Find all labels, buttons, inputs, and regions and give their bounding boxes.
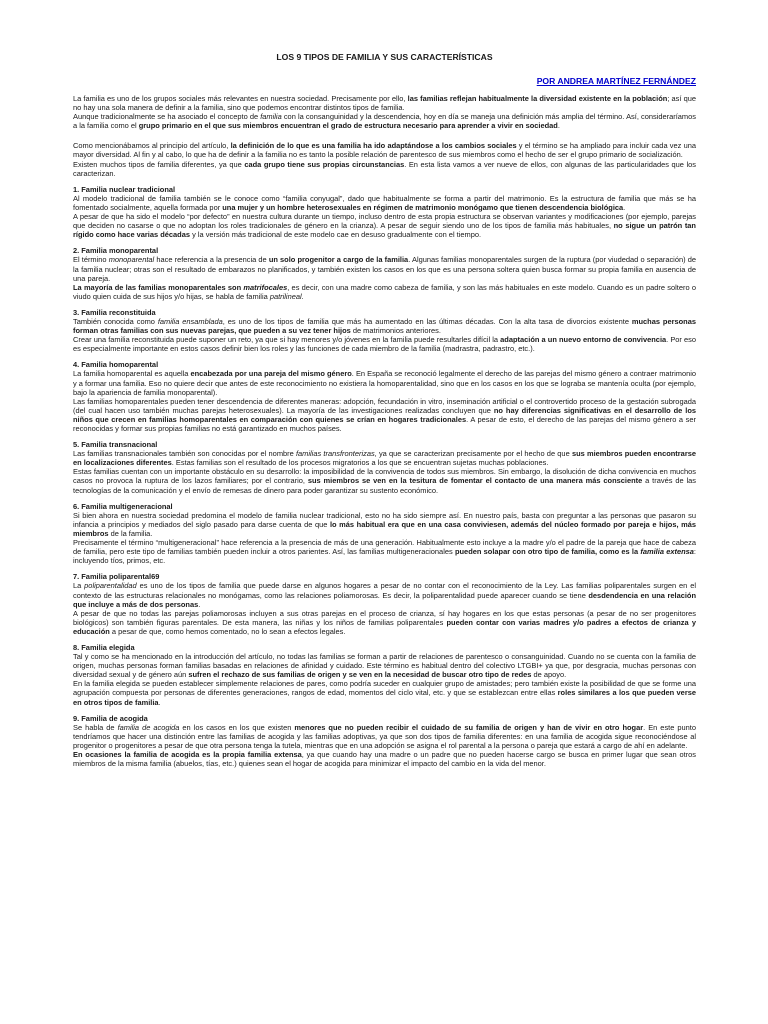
text-run: una mujer y un hombre heterosexuales en régimen de matrimonio monógamo que tienen descendencia biológica <box>222 202 624 212</box>
text-run: Al modelo tradicional de familia también se le conoce como “familia conyugal”, dado que habitualmente se forma a partir del matrimonio. Es la estructura de familia que más se ha fomentado socialmente, aquella formada por <box>73 193 696 212</box>
paragraph <box>73 511 696 538</box>
text-run: . Por eso es especialmente importante en estos casos definir bien los roles y las funciones de cada miembro de la familia (madrastra, padrastro, etc.). <box>73 335 697 354</box>
text-run: y el término se ha ampliado para incluir cada vez una mayor diversidad. Al fin y al cabo, lo que ha de definir a la familia no es tanto la posible relación de parentesco de sus miembros como el hecho de ser el grupo primario de socialización. <box>73 141 696 160</box>
text-run: : incluyendo tíos, primos, etc. <box>73 547 696 566</box>
text-run: pueden solapar con otro tipo de familia, como es la <box>454 547 641 557</box>
document-page <box>73 52 696 768</box>
text-run: Si bien ahora en nuestra sociedad predomina el modelo de familia nuclear tradicional, esto no ha sido siempre así. En nuestro país, basta con preguntar a las personas que pasaron su infancia a principios y mediados del siglo pasado para darse cuenta de que <box>73 510 696 529</box>
text-run: adaptación a un nuevo entorno de convivencia <box>500 335 667 345</box>
text-run: . <box>158 697 161 707</box>
text-run: 5. Familia transnacional <box>73 440 158 450</box>
text-run: . Algunas familias monoparentales surgen de la ruptura (por viudedad o separación) de la familia nuclear; otras son el resultado de embarazos no planificados, y también existen los casos en los que es una persona soltera quien busca formar su propia familia en ausencia de una pareja. <box>73 255 696 283</box>
text-run: La mayoría de las familias monoparentales son <box>73 282 244 292</box>
text-run: Se habla de <box>73 722 118 732</box>
text-run: poliparentalidad <box>84 581 137 591</box>
paragraph <box>73 112 696 130</box>
text-run: . A pesar de esto, el derecho de las parejas del mismo género a ser reconocidas y formar sus propias familias no está garantizado en muchos países. <box>73 414 696 433</box>
text-run: La familia es uno de los grupos sociales más relevantes en nuestra sociedad. Precisamente por ello, <box>73 94 408 103</box>
text-run: , ya que se caracterizan precisamente por el hecho de que <box>374 449 572 459</box>
section-heading <box>73 572 696 581</box>
text-run: familia ensamblada <box>157 316 223 326</box>
paragraph <box>73 467 696 494</box>
text-run: Aunque tradicionalmente se ha asociado el concepto de <box>73 112 261 122</box>
text-run: Tal y como se ha mencionado en la introducción del artículo, no todas las familias se forman a partir de relaciones de parentesco o consanguinidad. Cuando no se cuenta con la familia de origen, muchas personas forman familias basadas en relaciones de afinidad y cuidado. Este término es habitual dentro del colectivo LTGBI+ ya que, por desgracia, muchas personas con diversidad sexual y de género aún <box>73 652 696 680</box>
text-run: , es decir, con una madre como cabeza de familia, y son las más habituales en este modelo. Cuando es un padre soltero o viudo quien cuida de sus hijos y/o hijas, se habla de familia <box>73 282 696 301</box>
text-run: matrifocales <box>243 282 288 292</box>
text-run: y la versión más tradicional de este modelo cae en desuso gradualmente con el tiempo. <box>190 230 482 240</box>
text-run: de la familia. <box>108 528 153 538</box>
text-run: La familia homoparental es aquella <box>73 369 191 379</box>
paragraph <box>73 581 696 608</box>
paragraph <box>73 449 696 467</box>
article-body <box>73 94 696 768</box>
text-run: Como mencionábamos al principio del artículo, <box>73 141 231 151</box>
author-link[interactable]: POR ANDREA MARTÍNEZ FERNÁNDEZ <box>536 76 696 86</box>
text-run: En ocasiones la familia de acogida es la propia familia extensa <box>73 750 302 759</box>
text-run: familias transfronterizas <box>295 449 375 459</box>
text-run: no sigue un patrón tan rígido como hace varias décadas <box>73 221 696 240</box>
paragraph <box>73 679 696 706</box>
paragraph <box>73 194 696 212</box>
text-run: . <box>198 599 201 609</box>
paragraph <box>73 94 696 112</box>
text-run: Crear una familia reconstituida puede suponer un reto, ya que si hay menores y/o jóvenes en la familia puede resultarles difícil la <box>73 335 501 345</box>
paragraph <box>73 283 696 301</box>
text-run: sus miembros pueden encontrarse en localizaciones diferentes <box>73 449 696 468</box>
paragraph <box>73 750 696 768</box>
paragraph <box>73 212 696 239</box>
text-run: no hay diferencias significativas en el desarrollo de los niños que crecen en familias homoparentales en comparación con quienes se crían en hogares tradicionales <box>73 405 696 424</box>
text-run: 4. Familia homoparental <box>73 360 159 370</box>
paragraph <box>73 369 696 396</box>
text-run: A pesar de que no todas las parejas poliamorosas incluyen a sus otras parejas en el proceso de crianza, sí hay hogares en los que estas personas (a pesar de no ser progenitores biológicos) son también figuras parentales. De esta manera, las niñas y los niños de familias poliparentales <box>73 608 696 627</box>
text-run: a través de las tecnologías de la comunicación y el envío de remesas de dinero para poder garantizar su sustento económico. <box>73 476 696 495</box>
text-run: de matrimonios anteriores. <box>350 326 441 336</box>
author-byline <box>73 76 696 86</box>
text-run: familia de acogida <box>117 722 180 732</box>
text-run: desdendencia en una relación que incluye a más de dos personas <box>73 590 696 609</box>
text-run: en los casos en los que existen <box>179 722 295 732</box>
text-run: menores que no pueden recibir el cuidado de su familia de origen y han de vivir en otro hogar <box>294 722 644 732</box>
text-run: las familias reflejan habitualmente la diversidad existente en la población <box>407 94 668 103</box>
text-run: sus miembros se ven en la tesitura de fomentar el contacto de una manera más consciente <box>307 476 643 486</box>
text-run: la definición de lo que es una familia ha ido adaptándose a los cambios sociales <box>230 141 517 151</box>
section-heading <box>73 440 696 449</box>
text-run: . <box>623 202 626 212</box>
section-heading <box>73 308 696 317</box>
section-heading <box>73 185 696 194</box>
text-run: , ya que cuando hay una madre o un padre que no pueden hacerse cargo se busca en primer lugar que sean otros miembros de la misma familia (abuelos, tías, etc.) quienes sean el hogar de acogida para minimizar el impacto del cambio en la vida del menor. <box>73 750 696 769</box>
paragraph <box>73 255 696 282</box>
text-run: . En esta lista vamos a ver nueve de ellos, con algunas de las particularidades que los caracterizan. <box>73 159 696 178</box>
text-run: Precisamente el término “multigeneracional” hace referencia a la presencia de más de una generación. Habitualmente esto incluye a la madre y/o el padre de la pareja que hace de cabeza de familia, pero este tipo de familias también pueden incluir a otros parientes. Así, las familias multigeneracionales <box>73 538 696 557</box>
text-run: grupo primario en el que sus miembros encuentran el grado de estructura necesario para aprender a vivir en sociedad <box>138 121 558 131</box>
paragraph <box>73 652 696 679</box>
text-run: familia <box>260 112 282 122</box>
text-run: 2. Familia monoparental <box>73 246 159 256</box>
text-run: A pesar de que ha sido el modelo “por defecto” en nuestra cultura durante un tiempo, incluso dentro de esta propia estructura se observan variantes y modificaciones (por ejemplo, parejas que deciden no casarse o que no adoptan los roles tradicionales de género en la crianza). A pesar de seguir siendo uno de los tipos de familia más habituales, <box>73 212 696 231</box>
text-run: un solo progenitor a cargo de la familia <box>268 255 409 265</box>
text-run: . <box>557 121 560 131</box>
paragraph <box>73 335 696 353</box>
text-run: , es uno de los tipos de familia que más ha aumentado en las últimas décadas. Con la alta tasa de divorcios existente <box>222 316 632 326</box>
paragraph <box>73 317 696 335</box>
text-run: con la consanguinidad y la descendencia, hoy en día se maneja una definición más amplia del término. Así, consideraríamos a la familia como el <box>73 112 696 131</box>
text-run: En la familia elegida se pueden establecer simplemente relaciones de pares, como podría suceder en cualquier grupo de amistades; pero también existe la posibilidad de que se forme una agrupación compuesta por personas de diferentes generaciones, rangos de edad, momentos del ciclo vital, etc. y que se establezcan entre ellas <box>73 679 696 698</box>
text-run: ; así que no hay una sola manera de definir a la familia, sino que podemos encontrar distintos tipos de familia. <box>73 94 696 113</box>
text-run: El término <box>73 255 109 265</box>
text-run: También conocida como <box>73 316 158 326</box>
text-run: 9. Familia de acogida <box>73 713 148 723</box>
text-run: de apoyo. <box>531 670 567 680</box>
section-heading <box>73 246 696 255</box>
text-run: . <box>301 291 304 301</box>
text-run: La <box>73 581 85 591</box>
text-run: familia extensa <box>640 547 694 557</box>
text-run: encabezada por una pareja del mismo género <box>190 369 352 379</box>
paragraph <box>73 723 696 750</box>
text-run: cada grupo tiene sus propias circunstancias <box>244 159 405 169</box>
text-run: Las familias homoparentales pueden tener descendencia de diferentes maneras: adopción, fecundación in vitro, inseminación artificial o el controvertido proceso de la gestación subrogada (del cual hacen uso también muchas parejas heterosexuales). La mayoría de las investigaciones realizadas concluyen que <box>73 396 696 415</box>
text-run: Las familias transnacionales también son conocidas por el nombre <box>73 449 296 459</box>
text-run: es uno de los tipos de familia que puede darse en algunos hogares a pesar de no contar con el reconocimiento de la Ley. Las familias poliparentales surgen en el contexto de las estructuras relacionales no monógamas, como las relaciones poliamorosas. Es decir, la poliparentalidad puede aparecer cuando se tiene <box>73 581 696 600</box>
section-heading <box>73 360 696 369</box>
text-run: 6. Familia multigeneracional <box>73 501 173 511</box>
section-heading <box>73 714 696 723</box>
text-run: Existen muchos tipos de familia diferentes, ya que <box>73 159 245 169</box>
text-run: . Estas familias son el resultado de los procesos migratorios a los que se encuentran sujetas muchas poblaciones. <box>171 458 549 468</box>
text-run: 7. Familia poliparental69 <box>73 572 160 582</box>
paragraph <box>73 397 696 433</box>
section-heading <box>73 502 696 511</box>
text-run: patrilineal <box>269 291 302 301</box>
paragraph <box>73 609 696 636</box>
text-run: roles similares a los que pueden verse en otros tipos de familia <box>73 688 696 707</box>
text-run: hace referencia a la presencia de <box>154 255 269 265</box>
text-run: 1. Familia nuclear tradicional <box>73 184 176 194</box>
text-run: lo más habitual era que en una casa conviviesen, además del núcleo formado por pareja e hijos, más miembros <box>73 519 696 538</box>
document-title: LOS 9 TIPOS DE FAMILIA Y SUS CARACTERÍSTICAS <box>276 52 493 62</box>
text-run: muchas personas forman otras familias con sus nuevas parejas, que pueden a su vez tener hijos <box>73 316 696 336</box>
text-run: 8. Familia elegida <box>73 642 135 652</box>
paragraph <box>73 160 696 178</box>
text-run: . En España se reconoció legalmente el derecho de las parejas del mismo género a contraer matrimonio y a formar una familia. Eso no quiere decir que antes de este reconocimiento no existiera la homoparentalidad, sino que en los casos en los que se lograba se mantenía oculta (por ejemplo, bajo la apariencia de familia monoparental). <box>73 369 697 397</box>
text-run: Estas familias cuentan con un importante obstáculo en su desarrollo: la imposibilidad de la convivencia de todos sus miembros. Sin embargo, la disolución de dicha convivencia en muchos casos no provoca la ruptura de los lazos familiares; por el contrario, <box>73 467 696 486</box>
text-run: a pesar de que, como hemos comentado, no lo sean a efectos legales. <box>109 626 346 636</box>
text-run: . En este punto tendríamos que hacer una distinción entre las familias de acogida y las familias adoptivas, ya que son dos tipos de familia diferentes: en una familia de acogida sigue reconociéndose al progenitor o progenitores a pesar de que otra persona tenga la tutela, mientras que en una adopción se asigna el rol parental a la persona o pareja que estará a cargo de ahí en adelante. <box>73 722 696 750</box>
text-run: pueden contar con varias madres y/o padres a efectos de crianza y educación <box>73 617 696 636</box>
text-run: 3. Familia reconstituida <box>73 307 156 317</box>
text-run: monoparental <box>108 255 155 265</box>
paragraph <box>73 141 696 159</box>
paragraph <box>73 538 696 565</box>
text-run: sufren el rechazo de sus familias de origen y se ven en la necesidad de buscar otro tipo de redes <box>188 670 532 680</box>
section-heading <box>73 643 696 652</box>
